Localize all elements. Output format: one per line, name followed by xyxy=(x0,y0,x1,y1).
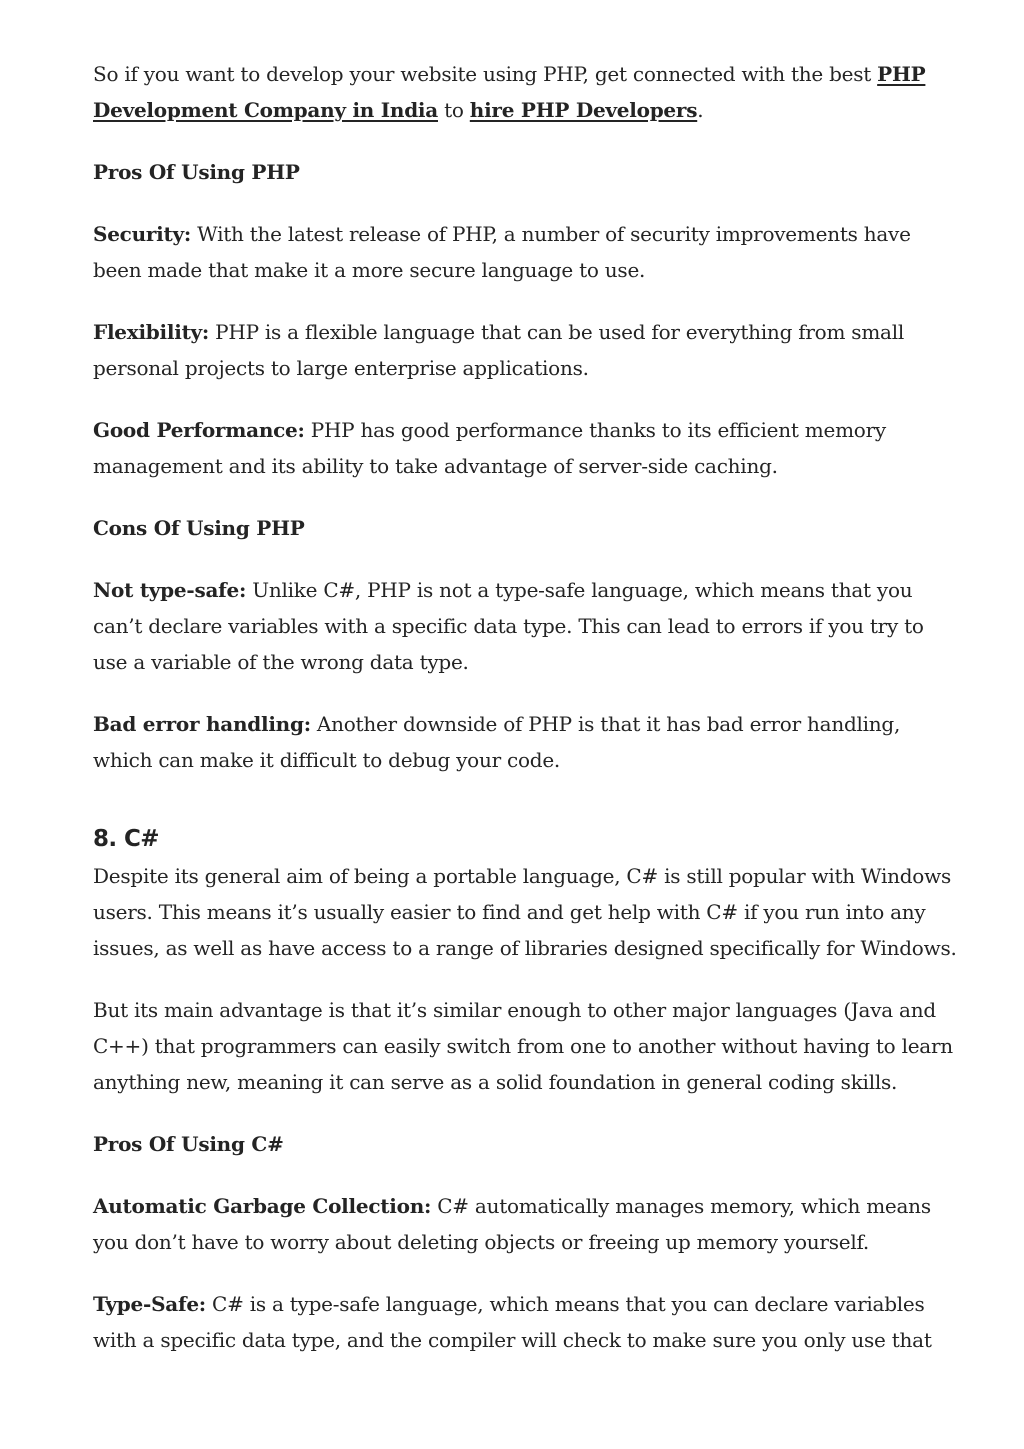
csharp-pro-item xyxy=(93,1188,961,1260)
php-pro-label: Flexibility: xyxy=(93,320,210,344)
php-con-text: Another downside of PHP is that it has bad error handling, which can make it difficult to debug your code. xyxy=(93,712,901,772)
php-pro-item xyxy=(93,216,961,288)
php-pro-text: PHP has good performance thanks to its efficient memory management and its ability to take advantage of server-side caching. xyxy=(93,418,886,478)
csharp-pro-label: Type-Safe: xyxy=(93,1292,206,1316)
article-body xyxy=(93,56,961,1384)
hire-php-developers-link[interactable]: hire PHP Developers xyxy=(469,98,698,122)
php-pro-label: Good Performance: xyxy=(93,418,305,442)
csharp-pros-heading: Pros Of Using C# xyxy=(93,1132,284,1156)
php-pro-item xyxy=(93,314,961,386)
php-con-text: Unlike C#, PHP is not a type-safe language, which means that you can’t declare variables with a specific data type. This can lead to errors if you try to use a variable of the wrong data type. xyxy=(93,578,924,674)
php-pros-heading: Pros Of Using PHP xyxy=(93,160,300,184)
csharp-paragraph: But its main advantage is that it’s similar enough to other major languages (Java and C++) that programmers can easily switch from one to another without having to learn anything new, meaning it can serve as a solid foundation in general coding skills. xyxy=(93,998,953,1094)
php-cons-heading: Cons Of Using PHP xyxy=(93,516,305,540)
intro-mid: to xyxy=(438,98,470,122)
csharp-section-title: 8. C# xyxy=(93,826,159,852)
php-con-label: Not type-safe: xyxy=(93,578,247,602)
csharp-pro-label: Automatic Garbage Collection: xyxy=(93,1194,432,1218)
php-pro-text: PHP is a flexible language that can be used for everything from small personal projects to large enterprise applications. xyxy=(93,320,904,380)
csharp-pro-text: C# is a type-safe language, which means that you can declare variables with a specific data type, and the compiler will check to make sure you only use that xyxy=(93,1292,932,1352)
php-pro-text: With the latest release of PHP, a number of security improvements have been made that make it a more secure language to use. xyxy=(93,222,911,282)
php-pro-item xyxy=(93,412,961,484)
php-pro-label: Security: xyxy=(93,222,192,246)
csharp-paragraph: Despite its general aim of being a portable language, C# is still popular with Windows users. This means it’s usually easier to find and get help with C# if you run into any issues, as well as have access to a range of libraries designed specifically for Windows. xyxy=(93,864,957,960)
csharp-pro-item xyxy=(93,1286,961,1358)
csharp-pro-text: C# automatically manages memory, which means you don’t have to worry about deleting objects or freeing up memory yourself. xyxy=(93,1194,931,1254)
php-con-item xyxy=(93,572,961,680)
php-development-company-link[interactable]: PHP Development Company in India xyxy=(93,62,926,122)
intro-paragraph xyxy=(93,56,961,128)
php-con-label: Bad error handling: xyxy=(93,712,311,736)
php-con-item xyxy=(93,706,961,778)
intro-lead: So if you want to develop your website using PHP, get connected with the best xyxy=(93,62,878,86)
intro-end: . xyxy=(697,98,704,122)
